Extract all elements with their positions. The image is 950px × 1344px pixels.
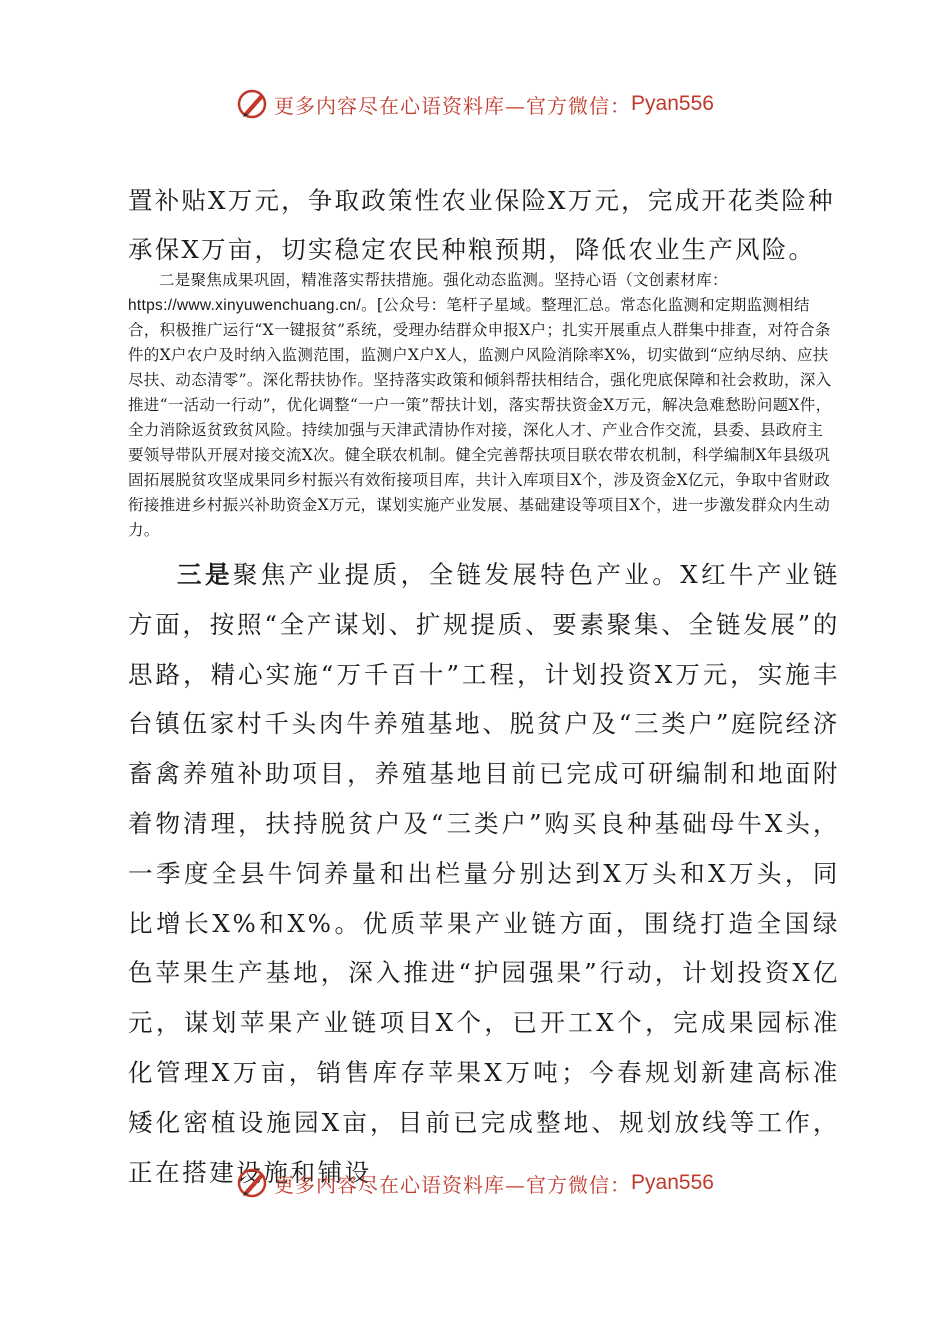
- main-paragraph: [128, 550, 840, 1197]
- small-paragraph-part1: 二是聚焦成果巩固，精准落实帮扶措施。强化动态监测。坚持心语（文创素材库：: [159, 271, 728, 289]
- pen-icon: [236, 1166, 270, 1200]
- banner-text: 更多内容尽在心语资料库—官方微信：: [274, 93, 632, 118]
- banner-wechat-id: Pyan556: [631, 92, 714, 115]
- source-url: https://www.xinyuwenchuang.cn/: [128, 297, 362, 314]
- small-paragraph-part2: 。[公众号：笔杆子星域。整理汇总。常态化监测和定期监测相结合，积极推广运行“X一键报贫”系统，受理办结群众申报X户；扎实开展重点人群集中排查，对符合条件的X户农户及时纳入监测范围，监测户X户X人，监测户风险消除率X%，切实做到“应纳尽纳、应扶尽扶、动态清零”。深化帮扶协作。坚持落实政策和倾斜帮扶相结合，强化兜底保障和社会救助，深入推进“一活动一行动”，优化调整“一户一策”帮扶计划，落实帮扶资金X万元，解决急难愁盼问题X件，全力消除返贫致贫风险。持续加强与天津武清协作对接，深化人才、产业合作交流，县委、县政府主要领导带队开展对接交流X次。健全联农机制。健全完善帮扶项目联农带农机制，科学编制X年县级巩固拓展脱贫攻坚成果同乡村振兴有效衔接项目库，共计入库项目X个，涉及资金X亿元，争取中省财政衔接推进乡村振兴补助资金X万元，谋划实施产业发展、基础建设等项目X个，进一步激发群众内生动力。: [128, 296, 832, 539]
- banner-wechat-id: Pyan556: [631, 1171, 714, 1194]
- lead-paragraph: 置补贴X万元，争取政策性农业保险X万元，完成开花类险种承保X万亩，切实稳定农民种粮预期，降低农业生产风险。: [128, 186, 835, 264]
- footer-banner: [0, 1163, 950, 1203]
- banner-text: 更多内容尽在心语资料库—官方微信：: [274, 1172, 632, 1197]
- header-banner: [0, 84, 950, 124]
- main-paragraph-lead: 三是: [177, 560, 233, 589]
- pen-icon: [236, 87, 270, 121]
- main-paragraph-body: 聚焦产业提质，全链发展特色产业。X红牛产业链方面，按照“全产谋划、扩规提质、要素聚集、全链发展”的思路，精心实施“万千百十”工程，计划投资X万元，实施丰台镇伍家村千头肉牛养殖基地、脱贫户及“三类户”庭院经济畜禽养殖补助项目，养殖基地目前已完成可研编制和地面附着物清理，扶持脱贫户及“三类户”购买良种基础母牛X头，一季度全县牛饲养量和出栏量分别达到X万头和X万头，同比增长X%和X%。优质苹果产业链方面，围绕打造全国绿色苹果生产基地，深入推进“护园强果”行动，计划投资X亿元，谋划苹果产业链项目X个，已开工X个，完成果园标准化管理X万亩，销售库存苹果X万吨；今春规划新建高标准矮化密植设施园X亩，目前已完成整地、规划放线等工作，正在搭建设施和铺设: [128, 560, 841, 1187]
- small-paragraph: [128, 268, 836, 543]
